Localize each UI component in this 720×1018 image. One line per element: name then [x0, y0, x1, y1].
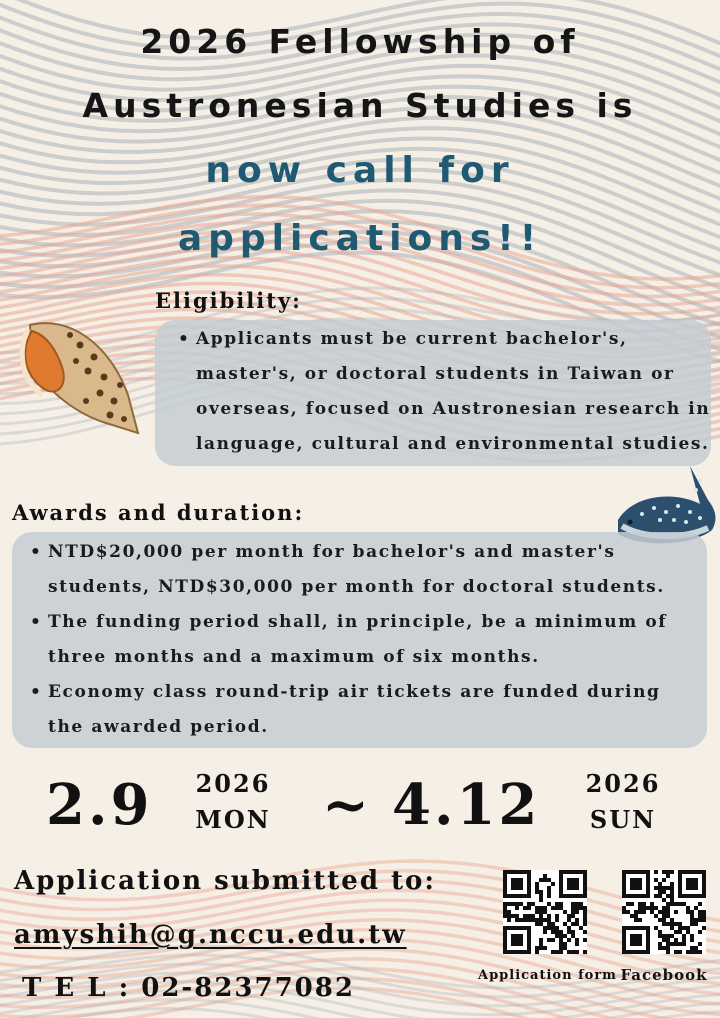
- application-form-label: Application form: [478, 968, 617, 983]
- awards-text: [30, 535, 667, 745]
- award-line: three months and a maximum of six months.: [48, 647, 540, 667]
- eligibility-line: language, cultural and environmental studies.: [196, 434, 710, 454]
- award-line: the awarded period.: [48, 717, 269, 737]
- seashell-icon: [10, 305, 145, 440]
- email-link[interactable]: amyshih@g.nccu.edu.tw: [14, 920, 407, 950]
- start-year-day: [188, 766, 278, 838]
- submit-heading: Application submitted to:: [14, 866, 436, 896]
- award-line: students, NTD$30,000 per month for doctoral students.: [48, 577, 665, 597]
- date-separator: ~: [322, 772, 372, 838]
- facebook-label: Facebook: [620, 966, 708, 984]
- bullet: •: [178, 329, 191, 349]
- application-form-qr-code[interactable]: [503, 870, 587, 954]
- eligibility-heading: Eligibility:: [155, 288, 302, 313]
- eligibility-line: overseas, focused on Austronesian research in: [196, 399, 711, 419]
- start-day: MON: [195, 805, 271, 834]
- eligibility-line: Applicants must be current bachelor's,: [196, 329, 628, 349]
- title-line-3: now call for: [205, 150, 515, 191]
- end-year: 2026: [585, 769, 661, 798]
- telephone: T E L : 02-82377082: [22, 973, 355, 1003]
- start-year: 2026: [195, 769, 271, 798]
- end-day: SUN: [589, 805, 657, 834]
- title-line-1: 2026 Fellowship of: [140, 22, 580, 61]
- eligibility-text: [178, 322, 710, 462]
- bullet: •: [30, 542, 43, 562]
- title-line-4: applications!!: [177, 218, 543, 259]
- award-line: NTD$20,000 per month for bachelor's and master's: [48, 542, 616, 562]
- awards-heading: Awards and duration:: [12, 500, 305, 525]
- bullet: •: [30, 682, 43, 702]
- title-line-2: Austronesian Studies is: [82, 86, 638, 125]
- end-year-day: [578, 766, 668, 838]
- end-date: 4.12: [392, 772, 541, 838]
- award-line: Economy class round-trip air tickets are funded during: [48, 682, 661, 702]
- facebook-qr-code[interactable]: [622, 870, 706, 954]
- bullet: •: [30, 612, 43, 632]
- eligibility-line: master's, or doctoral students in Taiwan or: [196, 364, 675, 384]
- award-line: The funding period shall, in principle, be a minimum of: [48, 612, 668, 632]
- start-date: 2.9: [46, 772, 153, 838]
